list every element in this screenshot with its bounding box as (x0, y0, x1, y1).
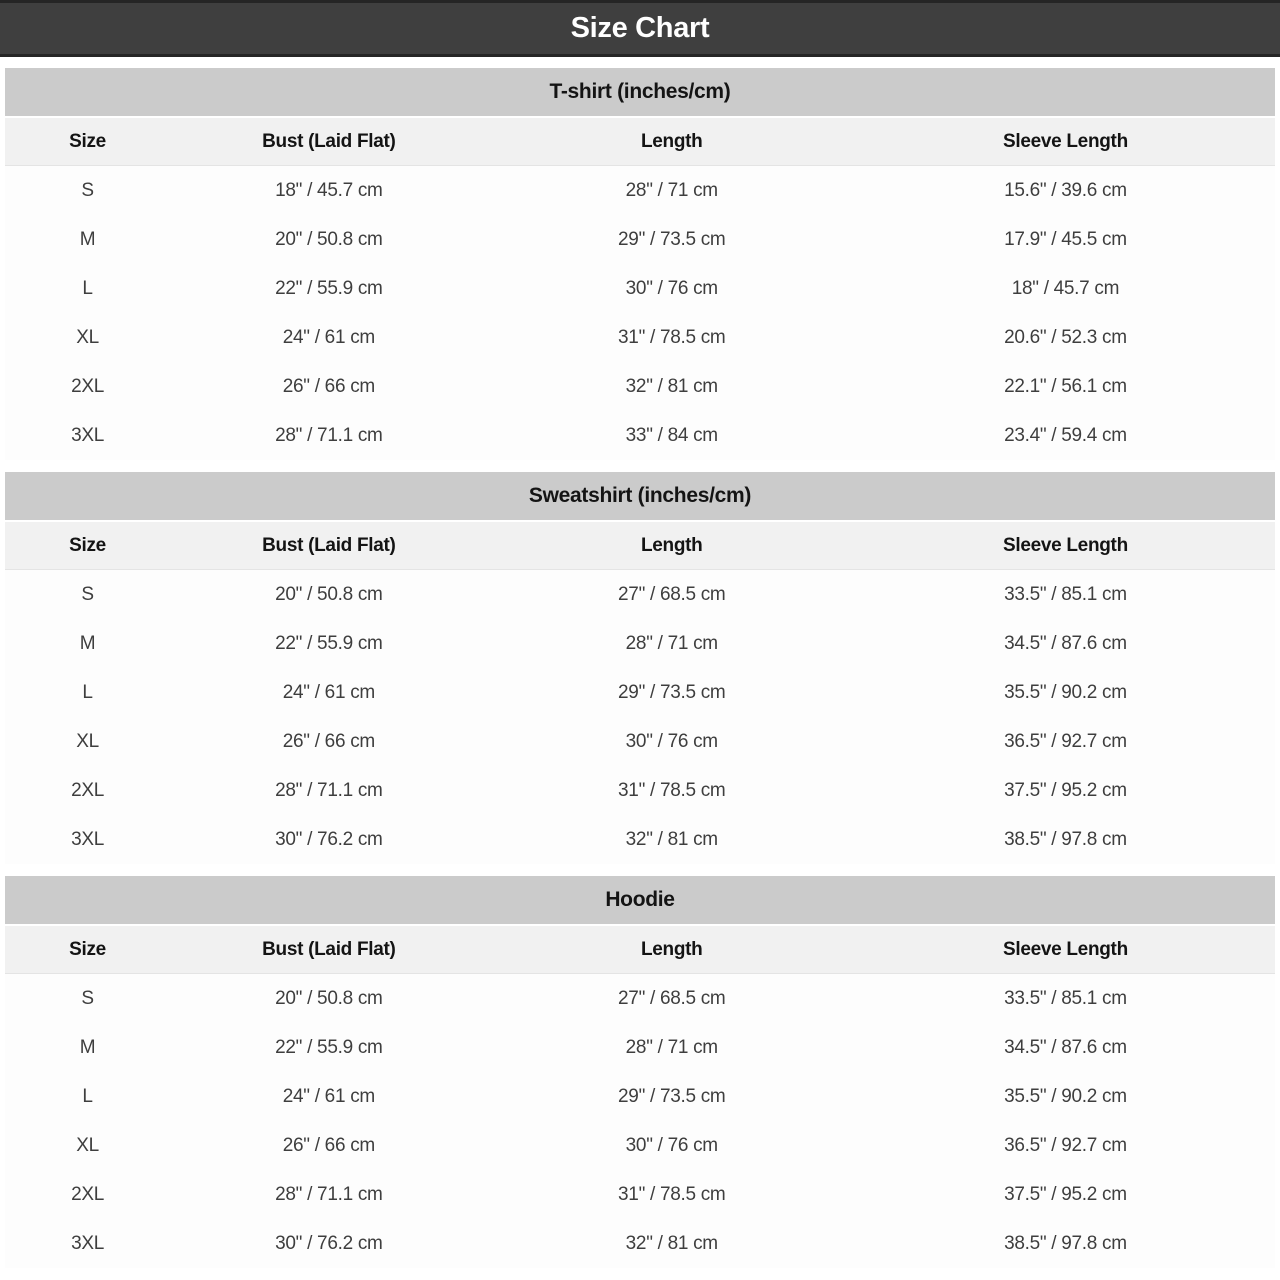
size-cell: L (82, 1085, 93, 1107)
measurement-cell: 29" / 73.5 cm (618, 681, 726, 703)
size-cell: S (81, 583, 94, 605)
size-cell: L (82, 277, 93, 299)
column-header: Size (69, 130, 106, 152)
size-cell: 2XL (71, 1183, 104, 1205)
size-cell: M (79, 228, 96, 250)
measurement-cell: 24" / 61 cm (282, 1085, 375, 1107)
measurement-cell: 31" / 78.5 cm (618, 326, 726, 348)
section-title: Sweatshirt (inches/cm) (528, 484, 752, 507)
size-cell: 3XL (71, 828, 104, 850)
size-table-section (5, 876, 1275, 1268)
measurement-cell: 28" / 71.1 cm (275, 424, 383, 446)
section-title-bar (5, 876, 1275, 924)
column-header: Length (640, 938, 703, 960)
measurement-cell: 26" / 66 cm (282, 1134, 375, 1156)
measurement-cell: 33.5" / 85.1 cm (1004, 583, 1127, 605)
column-header: Bust (Laid Flat) (262, 534, 396, 556)
measurement-cell: 22" / 55.9 cm (275, 277, 383, 299)
section-title: Hoodie (605, 888, 675, 911)
measurement-cell: 15.6" / 39.6 cm (1004, 179, 1127, 201)
measurement-cell: 27" / 68.5 cm (618, 583, 726, 605)
table-row (5, 1023, 1275, 1072)
size-cell: XL (76, 1134, 99, 1156)
measurement-cell: 28" / 71 cm (625, 632, 718, 654)
table-row (5, 717, 1275, 766)
measurement-cell: 31" / 78.5 cm (618, 779, 726, 801)
column-header: Length (640, 534, 703, 556)
table-row (5, 362, 1275, 411)
table-row (5, 619, 1275, 668)
size-cell: 2XL (71, 375, 104, 397)
column-header: Sleeve Length (1002, 938, 1128, 960)
measurement-cell: 28" / 71.1 cm (275, 779, 383, 801)
measurement-cell: 38.5" / 97.8 cm (1004, 1232, 1127, 1254)
measurement-cell: 22" / 55.9 cm (275, 632, 383, 654)
measurement-cell: 24" / 61 cm (282, 681, 375, 703)
measurement-cell: 18" / 45.7 cm (1011, 277, 1120, 299)
column-header: Size (69, 938, 106, 960)
table-row (5, 1121, 1275, 1170)
table-row (5, 313, 1275, 362)
measurement-cell: 17.9" / 45.5 cm (1004, 228, 1127, 250)
measurement-cell: 32" / 81 cm (625, 828, 718, 850)
measurement-cell: 22.1" / 56.1 cm (1004, 375, 1127, 397)
measurement-cell: 36.5" / 92.7 cm (1004, 730, 1127, 752)
table-row (5, 215, 1275, 264)
table-body (5, 166, 1275, 460)
measurement-cell: 18" / 45.7 cm (275, 179, 383, 201)
size-cell: S (81, 987, 94, 1009)
measurement-cell: 28" / 71 cm (625, 1036, 718, 1058)
section-title: T-shirt (inches/cm) (549, 80, 731, 103)
measurement-cell: 33" / 84 cm (625, 424, 718, 446)
measurement-cell: 28" / 71.1 cm (275, 1183, 383, 1205)
table-body (5, 974, 1275, 1268)
measurement-cell: 22" / 55.9 cm (275, 1036, 383, 1058)
table-header-row (5, 520, 1275, 570)
column-header: Bust (Laid Flat) (262, 130, 396, 152)
size-cell: XL (76, 326, 99, 348)
table-row (5, 1072, 1275, 1121)
measurement-cell: 31" / 78.5 cm (618, 1183, 726, 1205)
measurement-cell: 37.5" / 95.2 cm (1004, 779, 1127, 801)
measurement-cell: 35.5" / 90.2 cm (1004, 681, 1127, 703)
size-cell: L (82, 681, 93, 703)
table-header-row (5, 116, 1275, 166)
measurement-cell: 38.5" / 97.8 cm (1004, 828, 1127, 850)
column-header: Bust (Laid Flat) (262, 938, 396, 960)
measurement-cell: 29" / 73.5 cm (618, 1085, 726, 1107)
column-header: Length (640, 130, 703, 152)
measurement-cell: 32" / 81 cm (625, 375, 718, 397)
size-chart-sections (0, 68, 1280, 1268)
measurement-cell: 30" / 76.2 cm (275, 1232, 383, 1254)
table-row (5, 766, 1275, 815)
measurement-cell: 23.4" / 59.4 cm (1004, 424, 1127, 446)
section-title-bar (5, 68, 1275, 116)
measurement-cell: 26" / 66 cm (282, 375, 375, 397)
measurement-cell: 20" / 50.8 cm (275, 583, 383, 605)
measurement-cell: 29" / 73.5 cm (618, 228, 726, 250)
measurement-cell: 37.5" / 95.2 cm (1004, 1183, 1127, 1205)
measurement-cell: 27" / 68.5 cm (618, 987, 726, 1009)
measurement-cell: 33.5" / 85.1 cm (1004, 987, 1127, 1009)
measurement-cell: 36.5" / 92.7 cm (1004, 1134, 1127, 1156)
size-table-section (5, 472, 1275, 864)
table-row (5, 668, 1275, 717)
column-header: Sleeve Length (1002, 130, 1128, 152)
size-cell: 2XL (71, 779, 104, 801)
size-cell: M (79, 1036, 96, 1058)
table-row (5, 166, 1275, 215)
table-body (5, 570, 1275, 864)
measurement-cell: 24" / 61 cm (282, 326, 375, 348)
table-header-row (5, 924, 1275, 974)
size-cell: 3XL (71, 1232, 104, 1254)
measurement-cell: 35.5" / 90.2 cm (1004, 1085, 1127, 1107)
size-cell: S (81, 179, 94, 201)
table-row (5, 411, 1275, 460)
size-chart-title-bar (0, 0, 1280, 57)
measurement-cell: 26" / 66 cm (282, 730, 375, 752)
table-row (5, 1170, 1275, 1219)
table-row (5, 570, 1275, 619)
section-title-bar (5, 472, 1275, 520)
measurement-cell: 20" / 50.8 cm (275, 228, 383, 250)
column-header: Size (69, 534, 106, 556)
table-row (5, 974, 1275, 1023)
size-cell: 3XL (71, 424, 104, 446)
size-cell: XL (76, 730, 99, 752)
measurement-cell: 20" / 50.8 cm (275, 987, 383, 1009)
table-row (5, 1219, 1275, 1268)
column-header: Sleeve Length (1002, 534, 1128, 556)
measurement-cell: 28" / 71 cm (625, 179, 718, 201)
measurement-cell: 20.6" / 52.3 cm (1004, 326, 1127, 348)
size-cell: M (79, 632, 96, 654)
measurement-cell: 34.5" / 87.6 cm (1004, 632, 1127, 654)
measurement-cell: 30" / 76 cm (625, 1134, 718, 1156)
measurement-cell: 34.5" / 87.6 cm (1004, 1036, 1127, 1058)
table-row (5, 815, 1275, 864)
page-title: Size Chart (570, 12, 710, 44)
measurement-cell: 30" / 76.2 cm (275, 828, 383, 850)
measurement-cell: 30" / 76 cm (625, 277, 718, 299)
table-row (5, 264, 1275, 313)
measurement-cell: 30" / 76 cm (625, 730, 718, 752)
size-table-section (5, 68, 1275, 460)
measurement-cell: 32" / 81 cm (625, 1232, 718, 1254)
